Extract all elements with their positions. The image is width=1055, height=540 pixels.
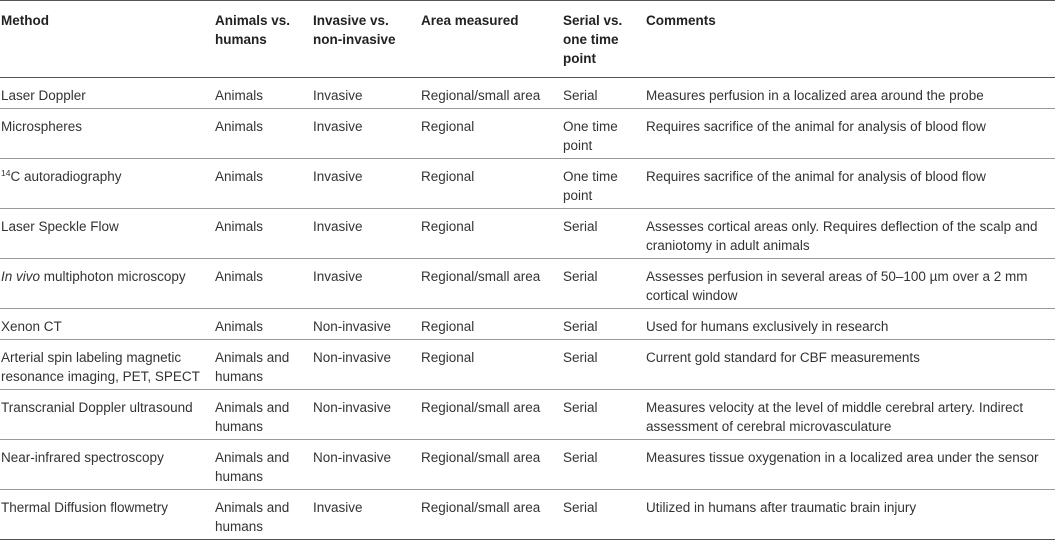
cell-animals-vs-humans: Animals (215, 169, 264, 184)
cell-animals-vs-humans: Animals and humans (215, 450, 290, 484)
cell-comments: Utilized in humans after traumatic brain injury (646, 500, 917, 515)
method-text: Microspheres (1, 119, 83, 134)
method-text: Xenon CT (1, 319, 62, 334)
cell-comments: Assesses cortical areas only. Requires deflection of the scalp and craniotomy in adult animals (646, 219, 1038, 253)
method-text: Arterial spin labeling magnetic resonance imaging, PET, SPECT (1, 350, 200, 384)
cell-serial-vs-one-time-point: Serial (563, 400, 598, 415)
method-italic: In vivo (1, 269, 41, 284)
cell-comments: Measures velocity at the level of middle cerebral artery. Indirect assessment of cerebral microvasculature (646, 400, 1024, 434)
isotope-superscript: 14 (1, 168, 11, 178)
cell-animals-vs-humans: Animals (215, 88, 264, 103)
method-text: Laser Speckle Flow (1, 219, 119, 234)
method-text: Transcranial Doppler ultrasound (1, 400, 193, 415)
table-header (0, 1, 1055, 78)
cell-animals-vs-humans: Animals and humans (215, 350, 290, 384)
cell-method (0, 340, 215, 390)
cell-invasive-vs-non-invasive: Invasive (313, 269, 363, 284)
cell-animals-vs-humans: Animals (215, 119, 264, 134)
header-area-measured: Area measured (421, 13, 519, 28)
cell-area-measured: Regional/small area (421, 450, 541, 465)
cell-invasive-vs-non-invasive: Invasive (313, 219, 363, 234)
method-text: Laser Doppler (1, 88, 86, 103)
cell-invasive-vs-non-invasive: Invasive (313, 169, 363, 184)
table-row (0, 490, 1055, 540)
table-row (0, 440, 1055, 490)
cell-comments: Requires sacrifice of the animal for analysis of blood flow (646, 169, 986, 184)
cell-method (0, 109, 215, 159)
method-text: multiphoton microscopy (40, 269, 186, 284)
cell-serial-vs-one-time-point: Serial (563, 450, 598, 465)
cell-method (0, 209, 215, 259)
table-row (0, 159, 1055, 209)
cell-serial-vs-one-time-point: Serial (563, 500, 598, 515)
cell-area-measured: Regional (421, 169, 475, 184)
header-method: Method (1, 13, 49, 28)
cell-serial-vs-one-time-point: Serial (563, 319, 598, 334)
table-body (0, 78, 1055, 540)
cell-comments: Measures perfusion in a localized area around the probe (646, 88, 984, 103)
cell-method (0, 259, 215, 309)
cell-area-measured: Regional (421, 219, 475, 234)
cell-serial-vs-one-time-point: One time point (563, 119, 618, 153)
cell-comments: Current gold standard for CBF measurements (646, 350, 920, 365)
table-row (0, 209, 1055, 259)
cell-animals-vs-humans: Animals (215, 269, 264, 284)
method-text: Near-infrared spectroscopy (1, 450, 164, 465)
cell-serial-vs-one-time-point: Serial (563, 88, 598, 103)
cell-animals-vs-humans: Animals and humans (215, 400, 290, 434)
cell-serial-vs-one-time-point: One time point (563, 169, 618, 203)
method-text: Thermal Diffusion flowmetry (1, 500, 169, 515)
cell-comments: Assesses perfusion in several areas of 50–100 µm over a 2 mm cortical window (646, 269, 1028, 303)
table-row (0, 78, 1055, 109)
table-row (0, 309, 1055, 340)
cell-invasive-vs-non-invasive: Invasive (313, 500, 363, 515)
cell-serial-vs-one-time-point: Serial (563, 269, 598, 284)
method-text: C autoradiography (10, 169, 122, 184)
cell-method (0, 390, 215, 440)
cell-method (0, 78, 215, 109)
cell-serial-vs-one-time-point: Serial (563, 350, 598, 365)
cell-area-measured: Regional (421, 119, 475, 134)
cell-method (0, 309, 215, 340)
cell-animals-vs-humans: Animals (215, 219, 264, 234)
cell-method (0, 159, 215, 209)
cell-invasive-vs-non-invasive: Non-invasive (313, 319, 392, 334)
header-comments: Comments (646, 13, 716, 28)
header-invasive-vs-non-invasive: Invasive vs. non-invasive (313, 13, 396, 47)
cell-area-measured: Regional/small area (421, 88, 541, 103)
cell-method (0, 440, 215, 490)
cell-area-measured: Regional/small area (421, 269, 541, 284)
cell-serial-vs-one-time-point: Serial (563, 219, 598, 234)
cell-comments: Used for humans exclusively in research (646, 319, 889, 334)
cell-invasive-vs-non-invasive: Non-invasive (313, 350, 392, 365)
table-row (0, 109, 1055, 159)
cell-comments: Requires sacrifice of the animal for analysis of blood flow (646, 119, 986, 134)
cell-invasive-vs-non-invasive: Non-invasive (313, 450, 392, 465)
cell-invasive-vs-non-invasive: Invasive (313, 88, 363, 103)
cell-area-measured: Regional (421, 319, 475, 334)
table-row (0, 259, 1055, 309)
header-row (0, 1, 1055, 78)
cell-method (0, 490, 215, 540)
cell-area-measured: Regional/small area (421, 400, 541, 415)
cell-animals-vs-humans: Animals (215, 319, 264, 334)
table-row (0, 340, 1055, 390)
cell-invasive-vs-non-invasive: Invasive (313, 119, 363, 134)
cell-comments: Measures tissue oxygenation in a localized area under the sensor (646, 450, 1039, 465)
table-row (0, 390, 1055, 440)
header-serial-vs-one-time-point: Serial vs. one time point (563, 13, 623, 66)
cell-invasive-vs-non-invasive: Non-invasive (313, 400, 392, 415)
header-animals-vs-humans: Animals vs. humans (215, 13, 291, 47)
cell-animals-vs-humans: Animals and humans (215, 500, 290, 534)
cell-area-measured: Regional/small area (421, 500, 541, 515)
cell-area-measured: Regional (421, 350, 475, 365)
